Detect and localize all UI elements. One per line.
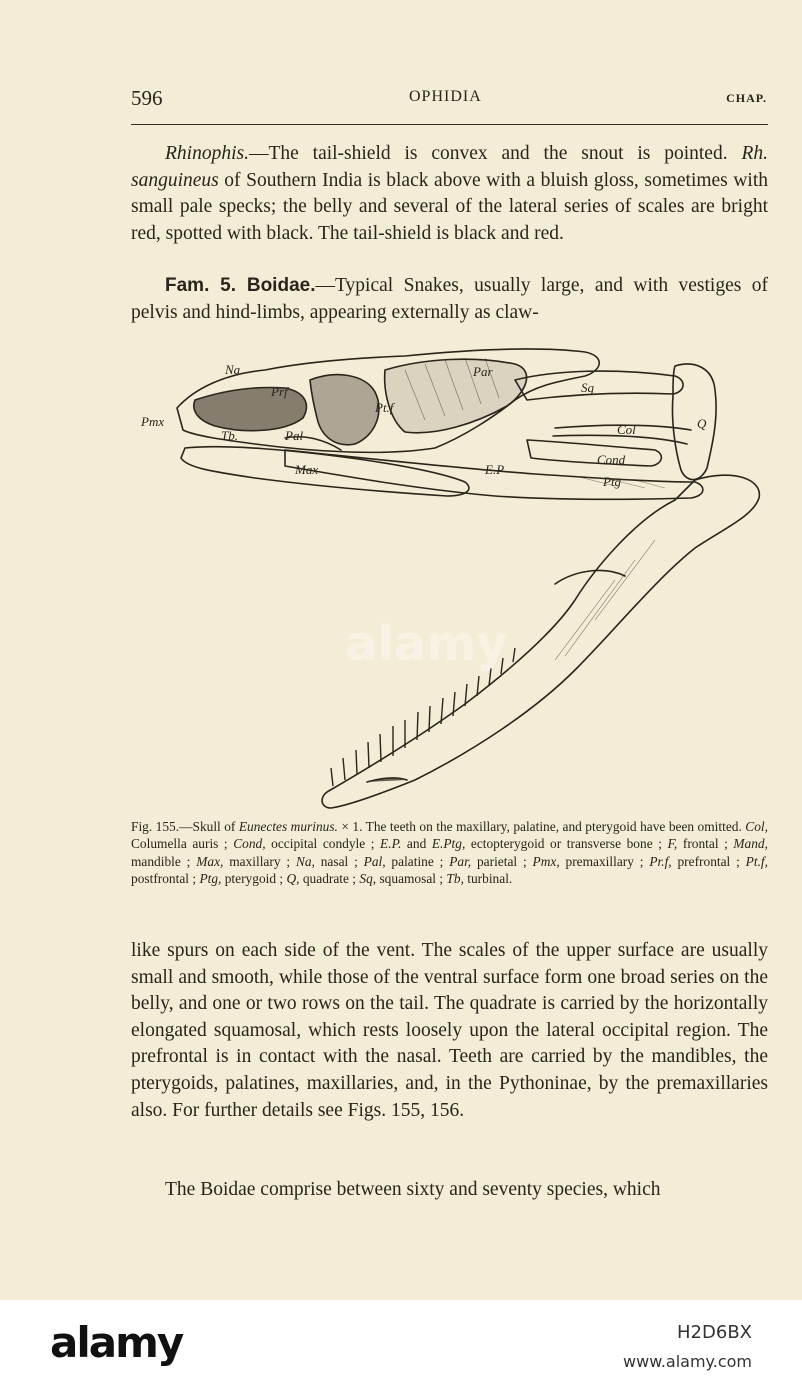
- page-header: [131, 86, 767, 112]
- legend-desc: Columella auris ;: [131, 836, 234, 852]
- legend-abbr: Pmx,: [532, 853, 560, 869]
- label-tb: Tb.: [221, 428, 238, 443]
- header-rule: [131, 124, 768, 125]
- label-na: Na: [225, 362, 241, 377]
- skull-illustration: [135, 340, 765, 815]
- legend-abbr: Cond,: [233, 836, 266, 852]
- caption-text: —Skull of: [179, 819, 239, 834]
- label-pmx: Pmx: [141, 414, 165, 429]
- paragraph-boidae-species: The Boidae comprise between sixty and seventy species, which: [165, 1179, 661, 1200]
- watermark-brand: alamy: [345, 616, 508, 672]
- species-name: Rh. sanguineus: [131, 143, 768, 191]
- legend-abbr: Tb,: [446, 871, 464, 887]
- legend-desc: pterygoid ;: [221, 871, 287, 887]
- running-title: OPHIDIA: [409, 88, 482, 105]
- legend-desc: parietal ;: [471, 853, 533, 869]
- legend-desc: prefrontal ;: [671, 853, 746, 869]
- legend-abbr: Par,: [449, 853, 472, 869]
- legend-abbr: Pr.f,: [649, 853, 672, 869]
- legend-desc: ectopterygoid or transverse bone ;: [465, 836, 668, 852]
- legend-desc: postfrontal ;: [131, 871, 200, 887]
- legend-desc: squamosal ;: [376, 871, 447, 887]
- legend-desc: premaxillary ;: [559, 853, 650, 869]
- brand-logo: alamy: [50, 1318, 183, 1367]
- legend-desc: mandible ;: [131, 853, 197, 869]
- stock-footer: [0, 1300, 802, 1390]
- legend-abbr: E.Ptg,: [431, 836, 466, 852]
- legend-abbr: E.P.: [380, 836, 402, 852]
- caption-text: × 1. The teeth on the maxillary, palatine, and pterygoid have been omitted.: [337, 819, 746, 834]
- legend-abbr: Q,: [286, 871, 300, 887]
- paragraph-boidae: [131, 273, 768, 326]
- legend-abbr: F,: [667, 836, 678, 852]
- label-cond: Cond: [597, 452, 626, 467]
- legend-abbr: Ptg,: [199, 871, 222, 887]
- label-par: Par: [473, 364, 493, 379]
- paragraph-text: —Typical Snakes, usually large, and with vestiges of pelvis and hind-limbs, appearing externally as claw-: [131, 275, 769, 323]
- label-ep: E.P: [485, 462, 505, 477]
- label-ptg: Ptg: [603, 474, 622, 489]
- genus-name: Rhinophis.: [165, 143, 249, 164]
- legend-desc: nasal ;: [314, 853, 364, 869]
- family-heading: Fam. 5. Boidae.: [165, 275, 316, 296]
- paragraph-rhinophis: [131, 141, 768, 247]
- paragraph-continued: like spurs on each side of the vent. The scales of the upper surface are usually small and smooth, while those of the ventral surface form one broad series on the belly, and one or two rows on the tail. The quadrate is carried by the horizontally elongated squamosal, which rests loosely upon the lateral occipital region. The prefrontal is in contact with the nasal. Teeth are carried by the mandibles, the pterygoids, palatines, maxillaries, and, in the Pythoninae, by the premaxillaries also. For further details see Figs. 155, 156.: [131, 940, 768, 1121]
- caption-fig-number: Fig. 155.: [131, 819, 180, 834]
- label-pal: Pal: [285, 428, 304, 443]
- label-sq: Sq: [581, 380, 594, 395]
- legend-desc: palatine ;: [385, 853, 450, 869]
- paragraph-text: of Southern India is black above with a bluish gloss, sometimes with small pale specks; the belly and several of the lateral series of scales are bright red, spotted with black. The tail-shield is black and red.: [131, 169, 768, 244]
- chapter-label: CHAP.: [726, 91, 767, 105]
- legend-desc: frontal ;: [677, 836, 734, 852]
- legend-abbr: Pal,: [363, 853, 386, 869]
- label-q: Q: [697, 416, 707, 431]
- legend-abbr: Sq,: [359, 871, 377, 887]
- legend-desc: and: [401, 836, 432, 852]
- legend-desc: turbinal.: [463, 871, 513, 887]
- legend-desc: maxillary ;: [223, 853, 296, 869]
- legend-abbr: Max,: [196, 853, 224, 869]
- label-max: Max: [295, 462, 319, 477]
- figure-caption: [131, 818, 768, 888]
- site-url: www.alamy.com: [623, 1352, 752, 1371]
- label-col: Col: [617, 422, 636, 437]
- legend-abbr: Col,: [745, 819, 768, 834]
- caption-species: Eunectes murinus.: [238, 819, 338, 834]
- image-id: H2D6BX: [677, 1322, 752, 1343]
- legend-desc: quadrate ;: [299, 871, 360, 887]
- label-ptf: Pt.f: [375, 400, 394, 415]
- skull-figure: [135, 340, 765, 815]
- paragraph-text: —The tail-shield is convex and the snout is pointed.: [248, 143, 742, 164]
- legend-abbr: Mand,: [733, 836, 768, 852]
- page-number: 596: [131, 86, 163, 110]
- label-prf: Prf: [271, 384, 288, 399]
- legend-abbr: Na,: [295, 853, 315, 869]
- legend-abbr: Pt.f,: [745, 853, 768, 869]
- legend-desc: occipital condyle ;: [265, 836, 381, 852]
